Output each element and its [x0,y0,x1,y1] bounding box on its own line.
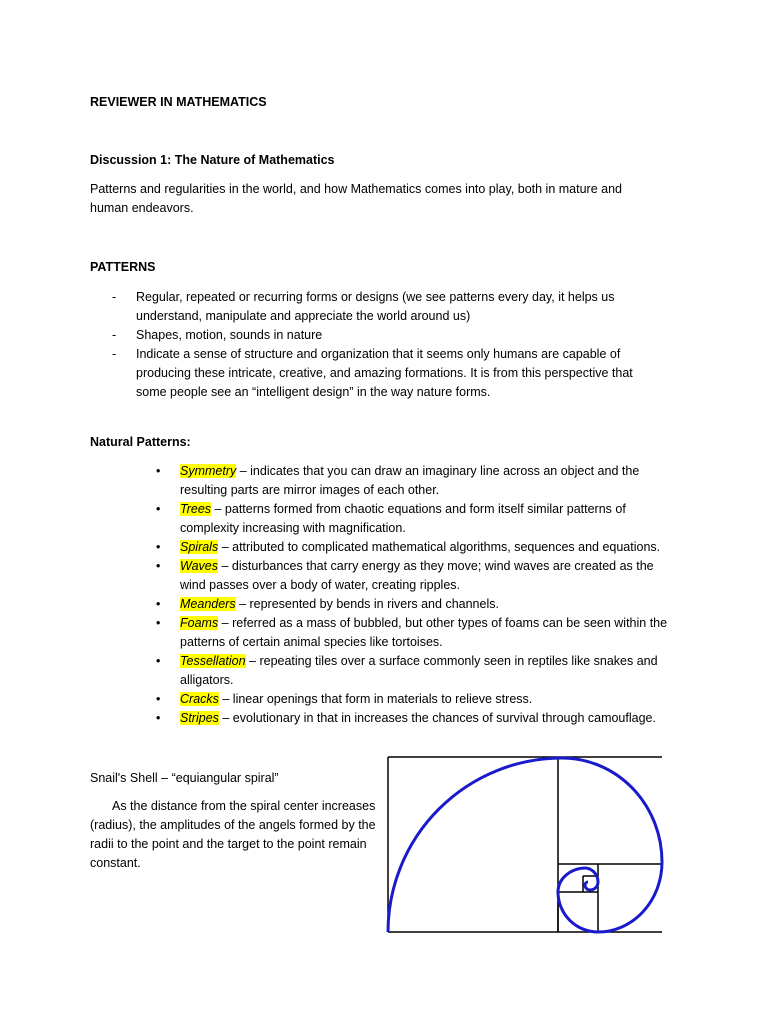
pattern-description: – repeating tiles over a surface commonly seen in reptiles like snakes and alligators. [180,654,658,687]
pattern-term: Tessellation [180,654,246,668]
list-item [112,345,652,402]
pattern-term: Meanders [180,597,236,611]
pattern-description: – represented by bends in rivers and channels. [235,597,499,611]
spiral-arc [558,892,598,932]
snail-heading: Snail's Shell – “equiangular spiral” [90,771,279,785]
document-title: REVIEWER IN MATHEMATICS [90,95,267,109]
pattern-term: Waves [180,559,218,573]
spiral-arc [598,862,662,932]
golden-rectangle-grid [388,757,662,932]
natural-pattern-item [156,557,676,595]
spiral-arc [585,882,588,885]
dash-marker: - [112,290,117,304]
pattern-description: – indicates that you can draw an imaginary line across an object and the resulting parts are mirror images of each other. [180,464,640,497]
pattern-term: Trees [180,502,212,516]
spiral-arc [585,885,590,890]
bullet-marker: • [156,502,161,516]
pattern-description: – patterns formed from chaotic equations and form itself similar patterns of complexity increasing with magnification. [180,502,626,535]
bullet-marker: • [156,616,161,630]
list-item-text: Regular, repeated or recurring forms or designs (we see patterns every day, it helps us understand, manipulate and appreciate the world around us) [136,290,615,323]
spiral-arc [558,868,586,892]
spiral-arc [586,868,598,882]
natural-pattern-item [156,690,676,709]
list-item [112,326,652,345]
natural-pattern-item [156,500,676,538]
dash-marker: - [112,328,117,342]
list-item [112,288,652,326]
pattern-term: Symmetry [180,464,237,478]
pattern-term: Cracks [180,692,219,706]
bullet-marker: • [156,464,161,478]
pattern-description: – linear openings that form in materials to relieve stress. [218,692,533,706]
bullet-marker: • [156,654,161,668]
pattern-description: – disturbances that carry energy as they move; wind waves are created as the wind passes over a body of water, creating ripples. [180,559,654,592]
natural-pattern-item [156,538,676,557]
pattern-term: Foams [180,616,219,630]
list-item-text: Shapes, motion, sounds in nature [136,328,323,342]
patterns-heading: PATTERNS [90,260,156,274]
natural-pattern-item [156,462,676,500]
spiral-curve [388,758,662,932]
bullet-marker: • [156,597,161,611]
spiral-arc [562,758,662,862]
dash-marker: - [112,347,117,361]
snail-paragraph: As the distance from the spiral center increases (radius), the amplitudes of the angels formed by the radii to the point and the target to the point remain constant. [90,799,376,870]
discussion-heading: Discussion 1: The Nature of Mathematics [90,153,335,167]
bullet-marker: • [156,559,161,573]
pattern-description: – referred as a mass of bubbled, but other types of foams can be seen within the patterns of certain animal species like tortoises. [180,616,668,649]
natural-pattern-item [156,595,676,614]
spiral-arc [388,758,562,932]
golden-spiral-diagram [386,756,666,934]
bullet-marker: • [156,711,161,725]
pattern-term: Spirals [180,540,219,554]
natural-pattern-item [156,652,676,690]
pattern-description: – attributed to complicated mathematical algorithms, sequences and equations. [218,540,661,554]
natural-patterns-heading: Natural Patterns: [90,435,191,449]
natural-patterns-list [156,462,676,728]
natural-pattern-item [156,709,676,728]
natural-pattern-item [156,614,676,652]
intro-paragraph: Patterns and regularities in the world, and how Mathematics comes into play, both in mature and human endeavors. [90,182,622,215]
patterns-list [112,288,652,402]
bullet-marker: • [156,540,161,554]
pattern-description: – evolutionary in that in increases the chances of survival through camouflage. [218,711,656,725]
bullet-marker: • [156,692,161,706]
spiral-arc [590,882,598,890]
list-item-text: Indicate a sense of structure and organization that it seems only humans are capable of producing these intricate, creative, and amazing formations. It is from this perspective that some people see an “intelligent design” in the way nature forms. [136,347,633,399]
pattern-term: Stripes [180,711,219,725]
